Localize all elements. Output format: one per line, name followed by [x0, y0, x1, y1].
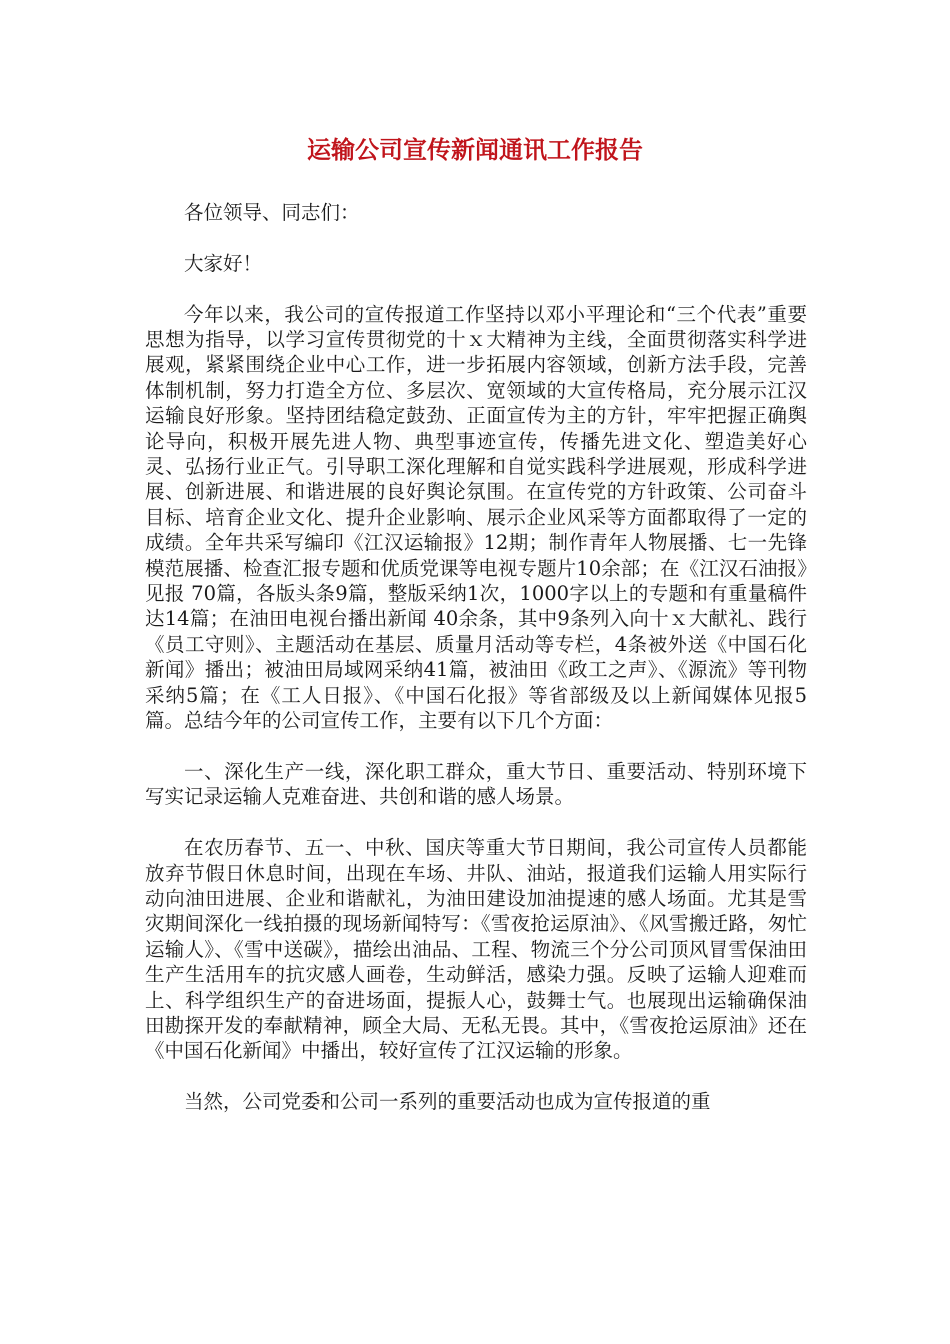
document-title: 运输公司宣传新闻通讯工作报告 [307, 136, 643, 164]
paragraph-overview: 今年以来，我公司的宣传报道工作坚持以邓小平理论和“三个代表”重要思想为指导，以学习宣传贯彻党的十ｘ大精神为主线，全面贯彻落实科学进展观，紧紧围绕企业中心工作，进一步拓展内容领域，创新方法手段，完善体制机制，努力打造全方位、多层次、宽领域的大宣传格局，充分展示江汉运输良好形象。坚持团结稳定鼓劲、正面宣传为主的方针，牢牢把握正确舆论导向，积极开展先进人物、典型事迹宣传，传播先进文化、塑造美好心灵、弘扬行业正气。引导职工深化理解和自觉实践科学进展观，形成科学进展、创新进展、和谐进展的良好舆论氛围。在宣传党的方针政策、公司奋斗目标、培育企业文化、提升企业影响、展示企业风采等方面都取得了一定的成绩。全年共采写编印《江汉运输报》12期；制作青年人物展播、七一先锋模范展播、检查汇报专题和优质党课等电视专题片10余部；在《江汉石油报》见报 70篇，各版头条9篇，整版采纳1次，1000字以上的专题和有重量稿件达14篇；在油田电视台播出新闻 40余条，其中9条列入向十ｘ大献礼、践行《员工守则》、主题活动在基层、质量月活动等专栏，4条被外送《中国石化新闻》播出；被油田局域网采纳41篇，被油田《政工之声》、《源流》等刊物采纳5篇；在《工人日报》、《中国石化报》等省部级及以上新闻媒体见报5篇。总结今年的公司宣传工作，主要有以下几个方面： [145, 302, 807, 733]
paragraph-section-heading: 一、深化生产一线，深化职工群众，重大节日、重要活动、特别环境下写实记录运输人克难奋进、共创和谐的感人场景。 [145, 759, 807, 809]
paragraph-salutation: 各位领导、同志们： [184, 201, 360, 224]
paragraph-continued: 当然，公司党委和公司一系列的重要活动也成为宣传报道的重 [184, 1090, 711, 1114]
paragraph-holiday-coverage: 在农历春节、五一、中秋、国庆等重大节日期间，我公司宣传人员都能放弃节假日休息时间，出现在车场、井队、油站，报道我们运输人用实际行动向油田进展、企业和谐献礼，为油田建设加油提速的感人场面。尤其是雪灾期间深化一线拍摄的现场新闻特写：《雪夜抢运原油》、《风雪搬迁路，匆忙运输人》、《雪中送碳》，描绘出油品、工程、物流三个分公司顶风冒雪保油田生产生活用车的抗灾感人画卷，生动鲜活，感染力强。反映了运输人迎难而上、科学组织生产的奋进场面，提振人心，鼓舞士气。也展现出运输确保油田勘探开发的奉献精神，顾全大局、无私无畏。其中，《雪夜抢运原油》还在《中国石化新闻》中播出，较好宣传了江汉运输的形象。 [145, 836, 807, 1063]
document-body [145, 200, 807, 1140]
paragraph-greeting: 大家好！ [184, 251, 263, 275]
